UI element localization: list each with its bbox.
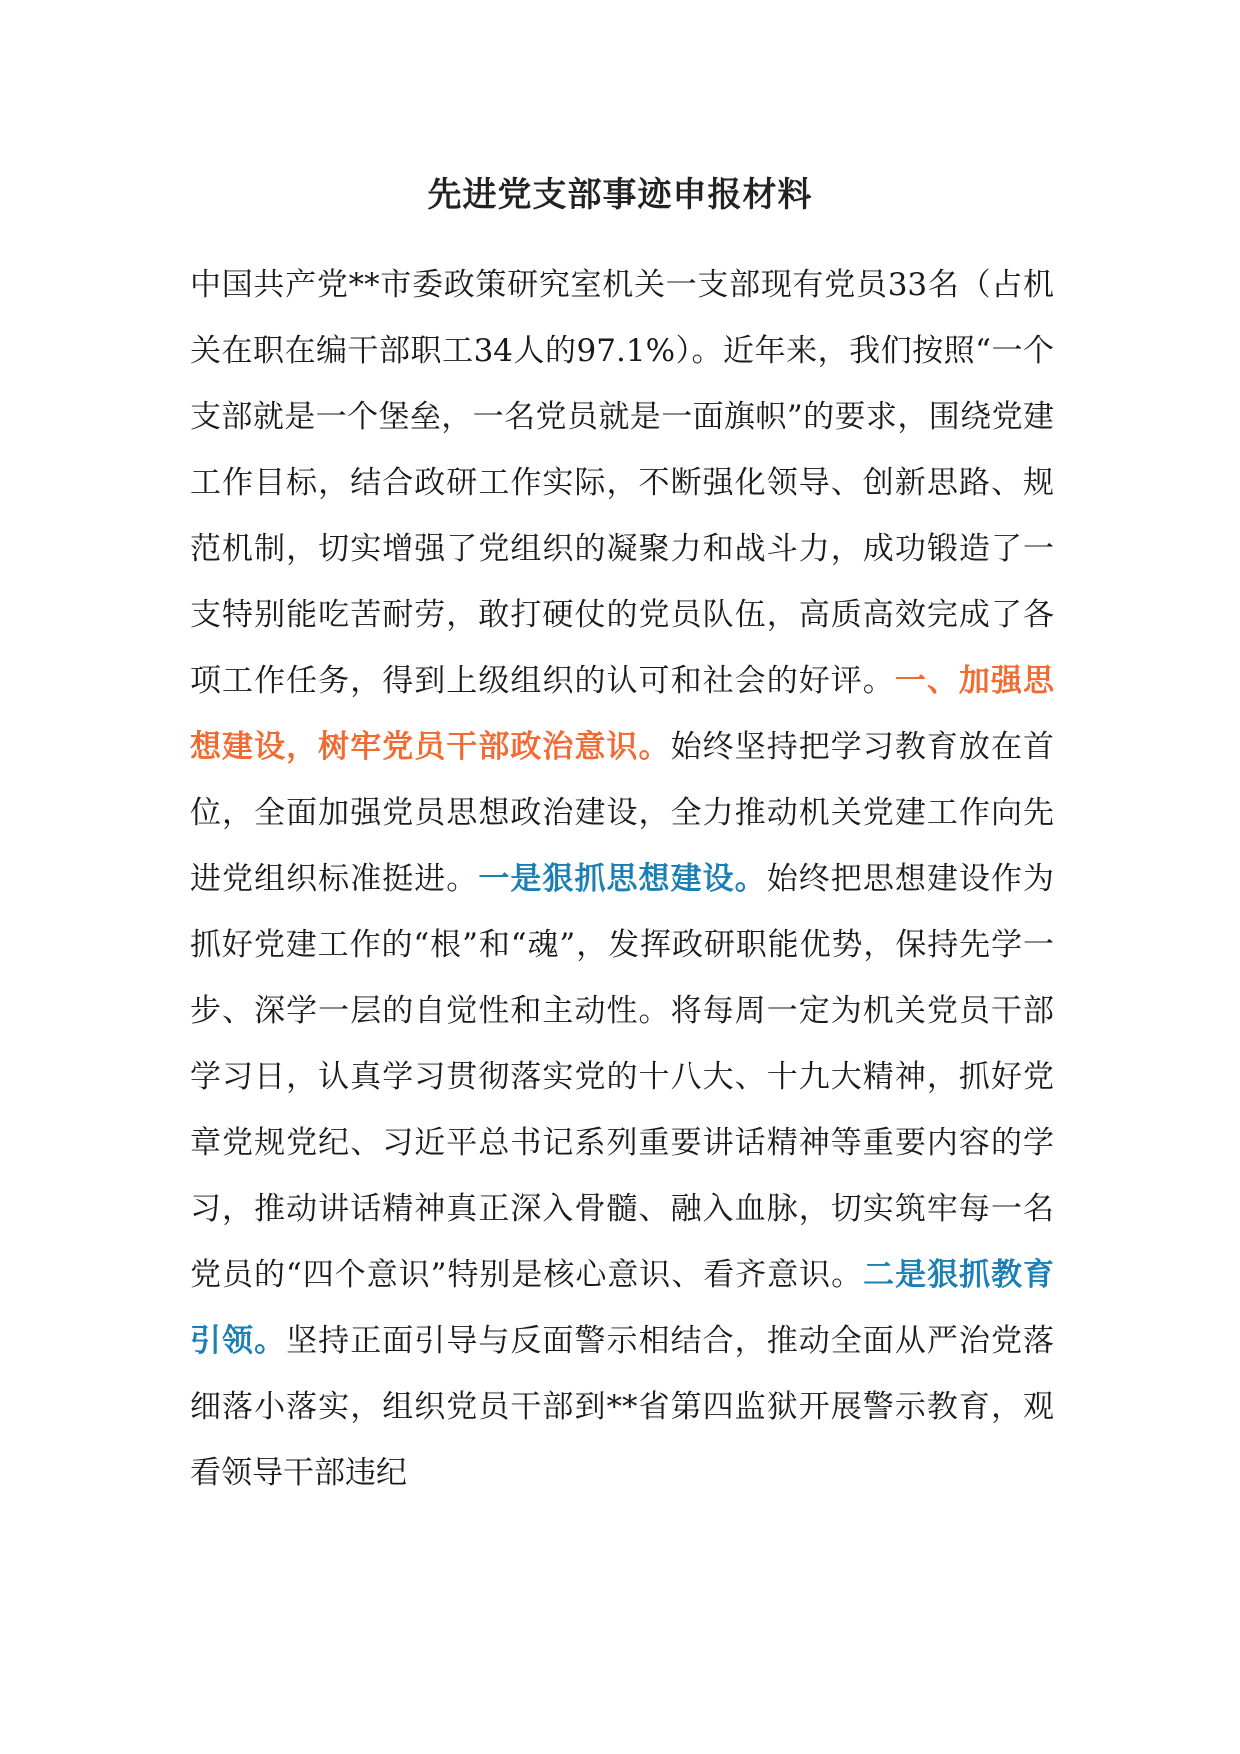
subsection-heading: 二是狠抓教育引领。 (190, 1257, 1054, 1359)
document-title: 先进党支部事迹申报材料 (427, 175, 813, 215)
subsection-heading: 一是狠抓思想建设。 (478, 861, 767, 897)
text-segment: 始终坚持把学习教育放在首位，全面加强党员思想政治建设，全力推动机关党建工作向先进党组织标准挺进。 (190, 729, 1055, 897)
section-heading: 一、加强思想建设，树牢党员干部政治意识。 (190, 663, 1054, 765)
text-segment: 坚持正面引导与反面警示相结合，推动全面从严治党落细落小落实，组织党员干部到**省第四监狱开展警示教育，观看领导干部违纪 (190, 1323, 1055, 1491)
text-segment: 中国共产党**市委政策研究室机关一支部现有党员33名（占机关在职在编干部职工34人的97.1%）。近年来，我们按照“一个支部就是一个堡垒，一名党员就是一面旗帜”的要求，围绕党建工作目标，结合政研工作实际，不断强化领导、创新思路、规范机制，切实增强了党组织的凝聚力和战斗力，成功锻造了一支特别能吃苦耐劳，敢打硬仗的党员队伍，高质高效完成了各项工作任务，得到上级组织的认可和社会的好评。 (190, 267, 1054, 699)
text-segment: 始终把思想建设作为抓好党建工作的“根”和“魂”，发挥政研职能优势，保持先学一步、深学一层的自觉性和主动性。将每周一定为机关党员干部学习日，认真学习贯彻落实党的十八大、十九大精神，抓好党章党规党纪、习近平总书记系列重要讲话精神等重要内容的学习，推动讲话精神真正深入骨髓、融入血脉，切实筑牢每一名党员的“四个意识”特别是核心意识、看齐意识。 (190, 861, 1055, 1293)
body-paragraph (190, 252, 1054, 1506)
